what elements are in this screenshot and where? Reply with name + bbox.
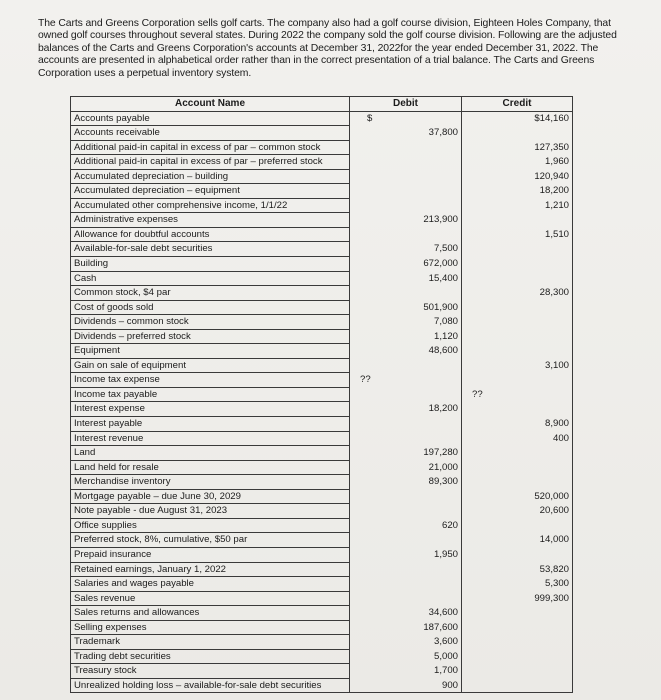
credit-cell: [462, 271, 573, 286]
table-row: [71, 227, 573, 242]
credit-value: 127,350: [534, 141, 569, 153]
debit-value: ??: [360, 374, 371, 386]
credit-cell: [462, 286, 573, 301]
debit-cell: [350, 475, 462, 490]
debit-currency-symbol: $: [367, 112, 373, 124]
credit-cell: [462, 591, 573, 606]
credit-cell: [462, 417, 573, 432]
header-debit: Debit: [350, 97, 462, 112]
table-row: [71, 300, 573, 315]
debit-cell: [350, 271, 462, 286]
account-name-cell: Building: [71, 257, 350, 272]
account-name-cell: Sales revenue: [71, 591, 350, 606]
debit-value: 37,800: [428, 127, 458, 139]
credit-cell: [462, 329, 573, 344]
credit-cell: [462, 562, 573, 577]
debit-cell: [350, 155, 462, 170]
debit-cell: [350, 140, 462, 155]
credit-value: 3,100: [544, 359, 569, 371]
table-row: [71, 140, 573, 155]
credit-cell: [462, 300, 573, 315]
credit-cell: [462, 664, 573, 679]
debit-cell: [350, 446, 462, 461]
credit-cell: [462, 678, 573, 693]
account-name-cell: Accounts payable: [71, 111, 350, 126]
credit-value: $14,160: [534, 112, 569, 124]
account-name-cell: Accumulated other comprehensive income, 1/1/22: [71, 198, 350, 213]
credit-cell: [462, 344, 573, 359]
account-name-cell: Prepaid insurance: [71, 547, 350, 562]
credit-cell: [462, 155, 573, 170]
account-name-cell: Selling expenses: [71, 620, 350, 635]
trial-balance-table: [70, 96, 573, 693]
credit-cell: [462, 620, 573, 635]
table-row: [71, 286, 573, 301]
debit-value: 620: [441, 519, 458, 531]
credit-cell: [462, 431, 573, 446]
credit-cell: [462, 198, 573, 213]
debit-cell: [350, 562, 462, 577]
debit-value: 187,600: [423, 621, 458, 633]
account-name-cell: Equipment: [71, 344, 350, 359]
table-row: [71, 417, 573, 432]
table-row: [71, 329, 573, 344]
credit-cell: [462, 140, 573, 155]
table-row: [71, 198, 573, 213]
account-name-cell: Retained earnings, January 1, 2022: [71, 562, 350, 577]
account-name-cell: Treasury stock: [71, 664, 350, 679]
credit-cell: [462, 475, 573, 490]
debit-cell: [350, 373, 462, 388]
debit-cell: [350, 387, 462, 402]
debit-cell: [350, 620, 462, 635]
debit-cell: [350, 649, 462, 664]
account-name-cell: Interest expense: [71, 402, 350, 417]
debit-cell: [350, 257, 462, 272]
table-row: [71, 344, 573, 359]
credit-cell: [462, 227, 573, 242]
debit-cell: [350, 315, 462, 330]
credit-cell: [462, 533, 573, 548]
debit-value: 197,280: [423, 447, 458, 459]
table-row: [71, 315, 573, 330]
account-name-cell: Common stock, $4 par: [71, 286, 350, 301]
table-row: [71, 591, 573, 606]
debit-cell: [350, 577, 462, 592]
debit-cell: [350, 489, 462, 504]
account-name-cell: Additional paid-in capital in excess of par – preferred stock: [71, 155, 350, 170]
account-name-cell: Gain on sale of equipment: [71, 358, 350, 373]
account-name-cell: Unrealized holding loss – available-for-sale debt securities: [71, 678, 350, 693]
table-row: [71, 431, 573, 446]
account-name-cell: Interest revenue: [71, 431, 350, 446]
account-name-cell: Income tax payable: [71, 387, 350, 402]
table-row: [71, 562, 573, 577]
debit-cell: [350, 227, 462, 242]
debit-value: 18,200: [428, 403, 458, 415]
credit-value: 8,900: [544, 418, 569, 430]
debit-value: 900: [441, 679, 458, 691]
debit-cell: [350, 111, 462, 126]
credit-cell: [462, 184, 573, 199]
credit-cell: [462, 169, 573, 184]
debit-cell: [350, 169, 462, 184]
account-name-cell: Land: [71, 446, 350, 461]
table-row: [71, 184, 573, 199]
credit-cell: [462, 489, 573, 504]
account-name-cell: Note payable - due August 31, 2023: [71, 504, 350, 519]
debit-cell: [350, 213, 462, 228]
debit-cell: [350, 184, 462, 199]
debit-value: 48,600: [428, 345, 458, 357]
credit-value: 5,300: [544, 578, 569, 590]
debit-cell: [350, 635, 462, 650]
credit-cell: [462, 446, 573, 461]
table-row: [71, 547, 573, 562]
credit-cell: [462, 504, 573, 519]
credit-cell: [462, 402, 573, 417]
credit-cell: [462, 111, 573, 126]
credit-cell: [462, 547, 573, 562]
credit-cell: [462, 635, 573, 650]
debit-value: 7,500: [433, 243, 458, 255]
credit-value: 28,300: [539, 287, 569, 299]
debit-cell: [350, 591, 462, 606]
table-row: [71, 402, 573, 417]
credit-value: 520,000: [534, 490, 569, 502]
credit-value: 400: [552, 432, 569, 444]
table-row: [71, 213, 573, 228]
credit-cell: [462, 606, 573, 621]
table-row: [71, 533, 573, 548]
debit-cell: [350, 606, 462, 621]
table-row: [71, 606, 573, 621]
debit-cell: [350, 504, 462, 519]
credit-value: 18,200: [539, 185, 569, 197]
debit-cell: [350, 402, 462, 417]
credit-cell: [462, 213, 573, 228]
debit-cell: [350, 358, 462, 373]
credit-cell: [462, 373, 573, 388]
credit-value: 999,300: [534, 592, 569, 604]
debit-cell: [350, 242, 462, 257]
credit-cell: [462, 126, 573, 141]
account-name-cell: Preferred stock, 8%, cumulative, $50 par: [71, 533, 350, 548]
debit-value: 1,120: [433, 330, 458, 342]
credit-cell: [462, 649, 573, 664]
debit-cell: [350, 518, 462, 533]
table-row: [71, 373, 573, 388]
table-row: [71, 577, 573, 592]
debit-cell: [350, 344, 462, 359]
credit-cell: [462, 242, 573, 257]
table-row: [71, 489, 573, 504]
credit-value: ??: [472, 388, 483, 400]
account-name-cell: Trademark: [71, 635, 350, 650]
table-row: [71, 257, 573, 272]
credit-cell: [462, 257, 573, 272]
account-name-cell: Trading debt securities: [71, 649, 350, 664]
debit-cell: [350, 286, 462, 301]
credit-cell: [462, 518, 573, 533]
account-name-cell: Sales returns and allowances: [71, 606, 350, 621]
table-row: [71, 504, 573, 519]
credit-value: 1,210: [544, 199, 569, 211]
debit-value: 672,000: [423, 258, 458, 270]
table-row: [71, 387, 573, 402]
debit-value: 15,400: [428, 272, 458, 284]
debit-cell: [350, 460, 462, 475]
debit-cell: [350, 417, 462, 432]
account-name-cell: Interest payable: [71, 417, 350, 432]
table-row: [71, 111, 573, 126]
credit-cell: [462, 387, 573, 402]
debit-cell: [350, 533, 462, 548]
account-name-cell: Accumulated depreciation – equipment: [71, 184, 350, 199]
table-row: [71, 271, 573, 286]
credit-value: 120,940: [534, 170, 569, 182]
table-row: [71, 620, 573, 635]
account-name-cell: Land held for resale: [71, 460, 350, 475]
debit-value: 501,900: [423, 301, 458, 313]
credit-value: 14,000: [539, 534, 569, 546]
account-name-cell: Accounts receivable: [71, 126, 350, 141]
account-name-cell: Administrative expenses: [71, 213, 350, 228]
account-name-cell: Additional paid-in capital in excess of par – common stock: [71, 140, 350, 155]
debit-value: 1,950: [433, 548, 458, 560]
debit-value: 213,900: [423, 214, 458, 226]
table-row: [71, 126, 573, 141]
debit-value: 5,000: [433, 650, 458, 662]
table-row: [71, 155, 573, 170]
credit-cell: [462, 358, 573, 373]
account-name-cell: Salaries and wages payable: [71, 577, 350, 592]
account-name-cell: Cost of goods sold: [71, 300, 350, 315]
debit-cell: [350, 198, 462, 213]
credit-cell: [462, 577, 573, 592]
account-name-cell: Available-for-sale debt securities: [71, 242, 350, 257]
table-row: [71, 169, 573, 184]
header-account-name: Account Name: [71, 97, 350, 112]
debit-cell: [350, 300, 462, 315]
debit-value: 1,700: [433, 665, 458, 677]
account-name-cell: Allowance for doubtful accounts: [71, 227, 350, 242]
table-row: [71, 460, 573, 475]
debit-cell: [350, 431, 462, 446]
account-name-cell: Mortgage payable – due June 30, 2029: [71, 489, 350, 504]
debit-cell: [350, 329, 462, 344]
debit-cell: [350, 547, 462, 562]
table-row: [71, 358, 573, 373]
account-name-cell: Merchandise inventory: [71, 475, 350, 490]
credit-cell: [462, 460, 573, 475]
table-header-row: [71, 97, 573, 112]
header-credit: Credit: [462, 97, 573, 112]
debit-cell: [350, 126, 462, 141]
account-name-cell: Dividends – common stock: [71, 315, 350, 330]
credit-value: 1,960: [544, 156, 569, 168]
table-row: [71, 242, 573, 257]
account-name-cell: Cash: [71, 271, 350, 286]
credit-value: 20,600: [539, 505, 569, 517]
debit-value: 3,600: [433, 636, 458, 648]
account-name-cell: Income tax expense: [71, 373, 350, 388]
table-row: [71, 475, 573, 490]
table-row: [71, 678, 573, 693]
account-name-cell: Accumulated depreciation – building: [71, 169, 350, 184]
debit-cell: [350, 664, 462, 679]
table-row: [71, 518, 573, 533]
account-name-cell: Office supplies: [71, 518, 350, 533]
debit-cell: [350, 678, 462, 693]
problem-intro: The Carts and Greens Corporation sells golf carts. The company also had a golf course division, Eighteen Holes Company, that owned golf courses throughout several states. During 2022 the company sold the golf course division. Following are the adjusted balances of the Carts and Greens Corporation's accounts at December 31, 2022for the year ended December 31, 2022. The accounts are presented in alphabetical order rather than in the correct presentation of a trial balance. The Carts and Greens Corporation uses a perpetual inventory system.: [38, 18, 617, 79]
debit-value: 34,600: [428, 607, 458, 619]
debit-value: 7,080: [433, 316, 458, 328]
table-row: [71, 446, 573, 461]
credit-cell: [462, 315, 573, 330]
table-row: [71, 649, 573, 664]
credit-value: 1,510: [544, 228, 569, 240]
debit-value: 89,300: [428, 476, 458, 488]
table-row: [71, 635, 573, 650]
table-row: [71, 664, 573, 679]
debit-value: 21,000: [428, 461, 458, 473]
account-name-cell: Dividends – preferred stock: [71, 329, 350, 344]
credit-value: 53,820: [539, 563, 569, 575]
